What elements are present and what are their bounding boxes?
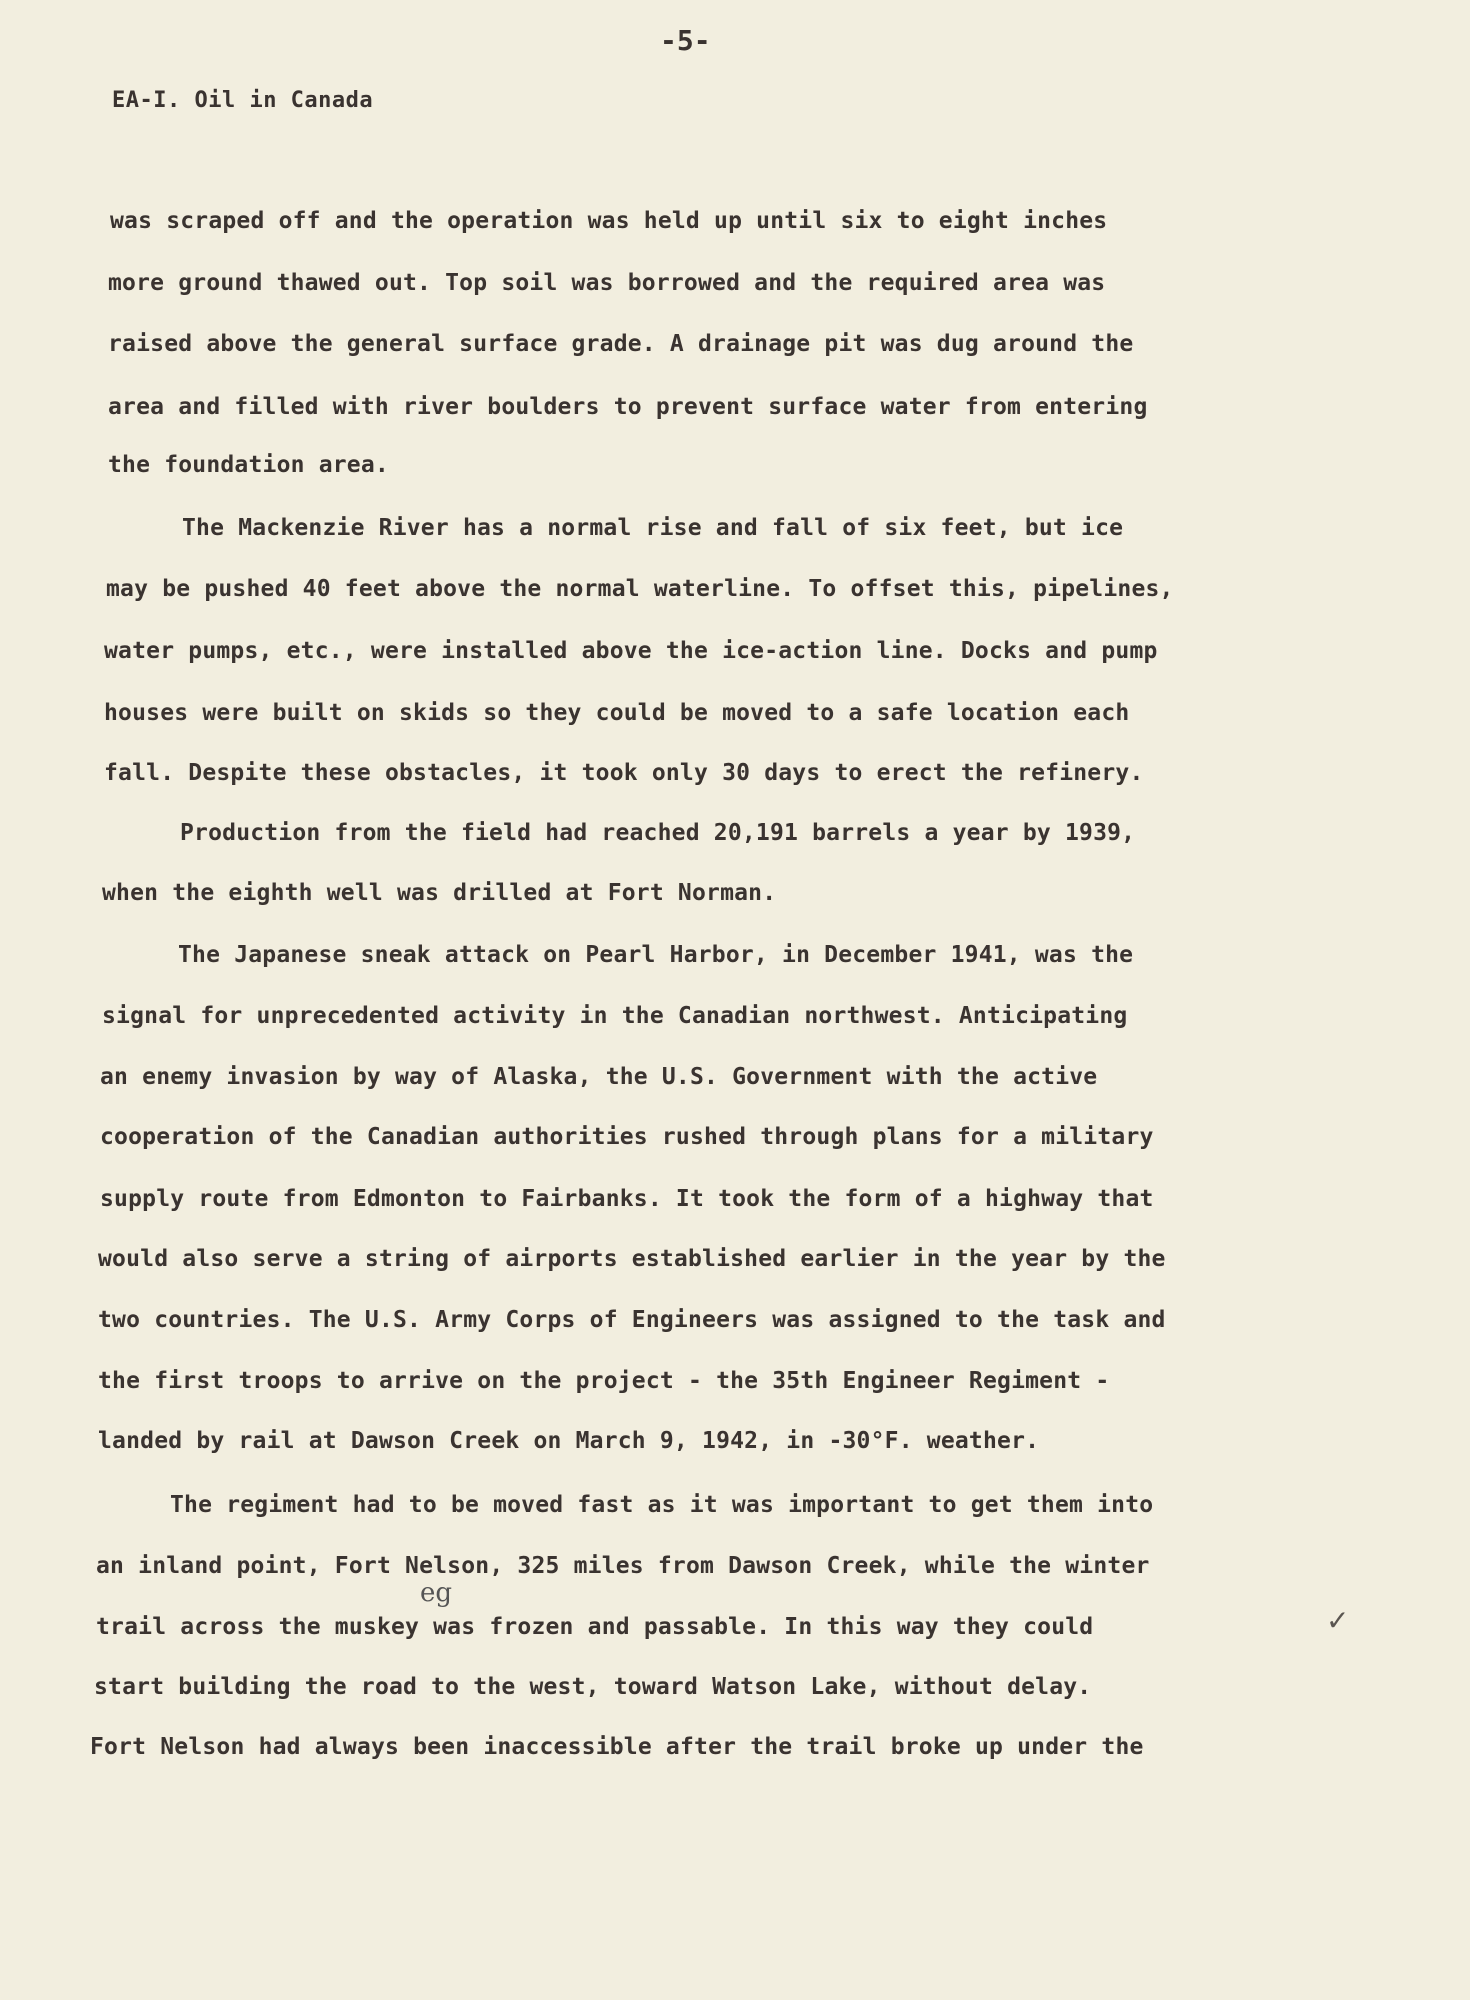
text-line: an inland point, Fort Nelson, 325 miles from Dawson Creek, while the winter — [96, 1553, 1150, 1579]
text-line: an enemy invasion by way of Alaska, the U.S. Government with the active — [100, 1064, 1098, 1090]
text-line: landed by rail at Dawson Creek on March 9, 1942, in -30°F. weather. — [98, 1428, 1040, 1454]
text-line: raised above the general surface grade. A drainage pit was dug around the — [108, 331, 1134, 357]
text-line: The Japanese sneak attack on Pearl Harbor, in December 1941, was the — [178, 942, 1134, 968]
text-line: area and filled with river boulders to prevent surface water from entering — [108, 394, 1148, 420]
text-line: cooperation of the Canadian authorities rushed through plans for a military — [100, 1124, 1154, 1150]
text-line: Fort Nelson had always been inaccessible after the trail broke up under the — [90, 1734, 1144, 1760]
text-line: start building the road to the west, toward Watson Lake, without delay. — [94, 1674, 1092, 1700]
text-line: when the eighth well was drilled at Fort Norman. — [102, 880, 777, 906]
page-number: -5- — [660, 24, 711, 57]
text-line: may be pushed 40 feet above the normal waterline. To offset this, pipelines, — [106, 576, 1174, 602]
text-line: houses were built on skids so they could be moved to a safe location each — [104, 700, 1130, 726]
handwritten-correction: eg — [420, 1578, 453, 1608]
text-line: was scraped off and the operation was held up until six to eight inches — [110, 208, 1108, 234]
text-line: would also serve a string of airports established earlier in the year by the — [98, 1246, 1166, 1272]
text-line: two countries. The U.S. Army Corps of Engineers was assigned to the task and — [98, 1307, 1166, 1333]
text-line: the first troops to arrive on the project - the 35th Engineer Regiment - — [98, 1368, 1110, 1394]
text-line: supply route from Edmonton to Fairbanks. It took the form of a highway that — [100, 1186, 1154, 1212]
text-line: the foundation area. — [108, 452, 389, 478]
text-line: trail across the muskey was frozen and passable. In this way they could — [96, 1614, 1094, 1640]
text-line: water pumps, etc., were installed above the ice-action line. Docks and pump — [104, 638, 1158, 664]
text-line: fall. Despite these obstacles, it took only 30 days to erect the refinery. — [104, 760, 1144, 786]
text-line: signal for unprecedented activity in the Canadian northwest. Anticipating — [102, 1003, 1128, 1029]
text-line: The regiment had to be moved fast as it was important to get them into — [170, 1492, 1154, 1518]
text-line: more ground thawed out. Top soil was borrowed and the required area was — [108, 270, 1106, 296]
text-line: Production from the field had reached 20,191 barrels a year by 1939, — [180, 820, 1136, 846]
margin-check-mark: ✓ — [1326, 1604, 1350, 1637]
text-line: The Mackenzie River has a normal rise and fall of six feet, but ice — [182, 515, 1124, 541]
section-header: EA-I. Oil in Canada — [112, 88, 374, 113]
